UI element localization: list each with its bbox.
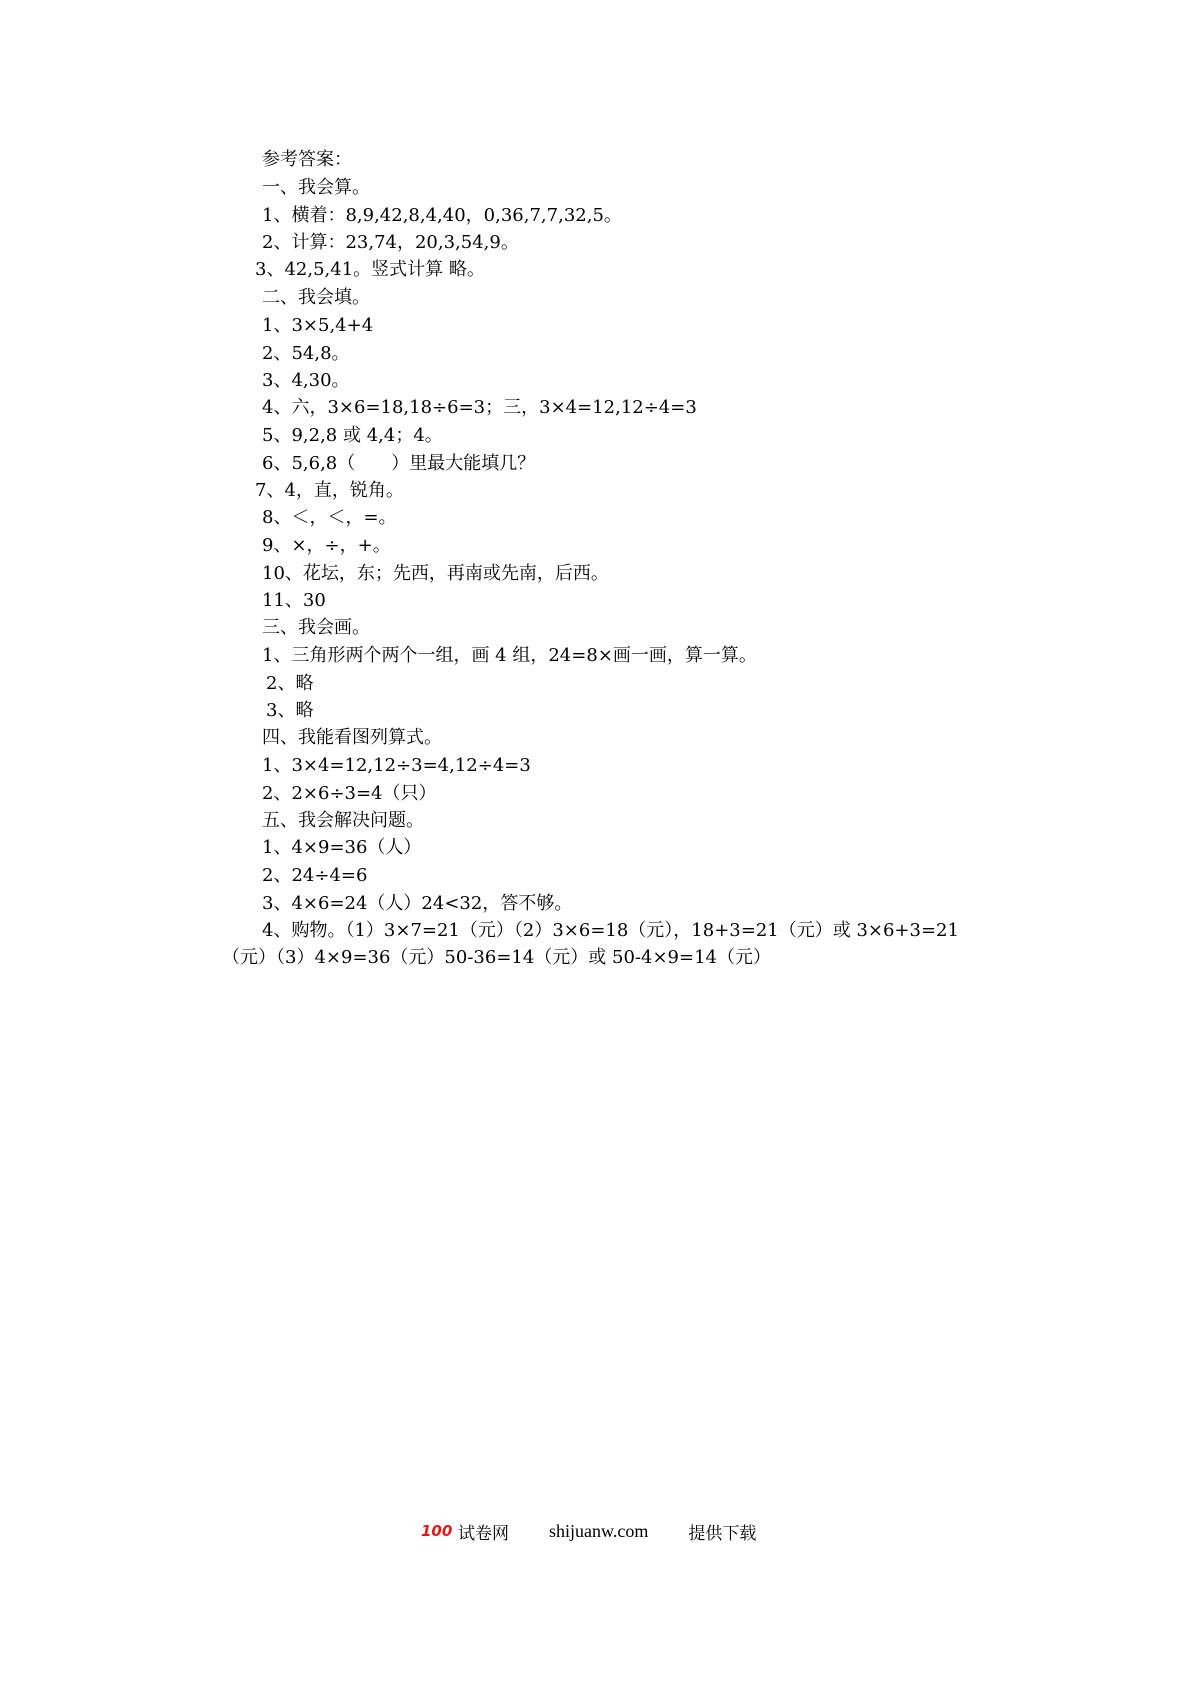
answer-line: 6、5,6,8（ ）里最大能填几？ [262, 453, 536, 474]
answer-line: 4、六，3×6=18,18÷6=3；三，3×4=12,12÷4=3 [262, 397, 697, 418]
answer-line: 9、×，÷，+。 [262, 535, 391, 556]
svg-text:100: 100 [421, 1522, 453, 1540]
answer-line: 2、54,8。 [262, 343, 350, 364]
answer-line: 1、3×4=12,12÷3=4,12÷4=3 [262, 755, 531, 776]
site-url[interactable]: shijuanw.com [549, 1520, 649, 1541]
answer-line: 3、4×6=24（人）24<32，答不够。 [262, 893, 573, 914]
section-title-4: 四、我能看图列算式。 [262, 727, 442, 748]
section-title-3: 三、我会画。 [262, 617, 370, 638]
answer-line: 3、4,30。 [262, 370, 350, 391]
section-title-1: 一、我会算。 [262, 177, 370, 198]
footer-slogan: 提供下载 [688, 1523, 757, 1544]
document-heading: 参考答案： [262, 149, 352, 170]
answer-line: 2、24÷4=6 [262, 865, 368, 886]
page-footer [420, 1516, 756, 1546]
section-title-5: 五、我会解决问题。 [262, 810, 424, 831]
answer-line: 4、购物。（1）3×7=21（元）（2）3×6=18（元），18+3=21（元）或 3×6+3=21 [262, 920, 959, 941]
site-name: 试卷网 [458, 1523, 509, 1544]
answer-line: 1、3×5,4+4 [262, 315, 374, 336]
logo-100-icon [420, 1522, 456, 1540]
answer-line: 1、4×9=36（人） [262, 837, 422, 858]
answer-line: 8、＜，＜，=。 [262, 507, 397, 528]
answer-line: 7、4，直，锐角。 [255, 480, 404, 501]
answer-line: 2、计算：23,74，20,3,54,9。 [262, 232, 519, 253]
answer-line: 10、花坛，东；先西，再南或先南，后西。 [262, 563, 609, 584]
answer-line: 1、横着：8,9,42,8,4,40，0,36,7,7,32,5。 [262, 205, 622, 226]
answer-line: 11、30 [262, 590, 326, 611]
answer-line: （元）（3）4×9=36（元）50-36=14（元）或 50-4×9=14（元） [222, 947, 771, 968]
answer-line: 5、9,2,8 或 4,4；4。 [262, 425, 443, 446]
answer-line: 2、略 [266, 673, 314, 694]
site-logo [420, 1522, 456, 1540]
answer-line: 3、略 [266, 700, 314, 721]
answer-line: 2、2×6÷3=4（只） [262, 783, 437, 804]
answer-line: 3、42,5,41。竖式计算 略。 [255, 259, 485, 280]
answer-line: 1、三角形两个两个一组，画 4 组，24=8×画一画，算一算。 [262, 645, 757, 666]
section-title-2: 二、我会填。 [262, 287, 370, 308]
